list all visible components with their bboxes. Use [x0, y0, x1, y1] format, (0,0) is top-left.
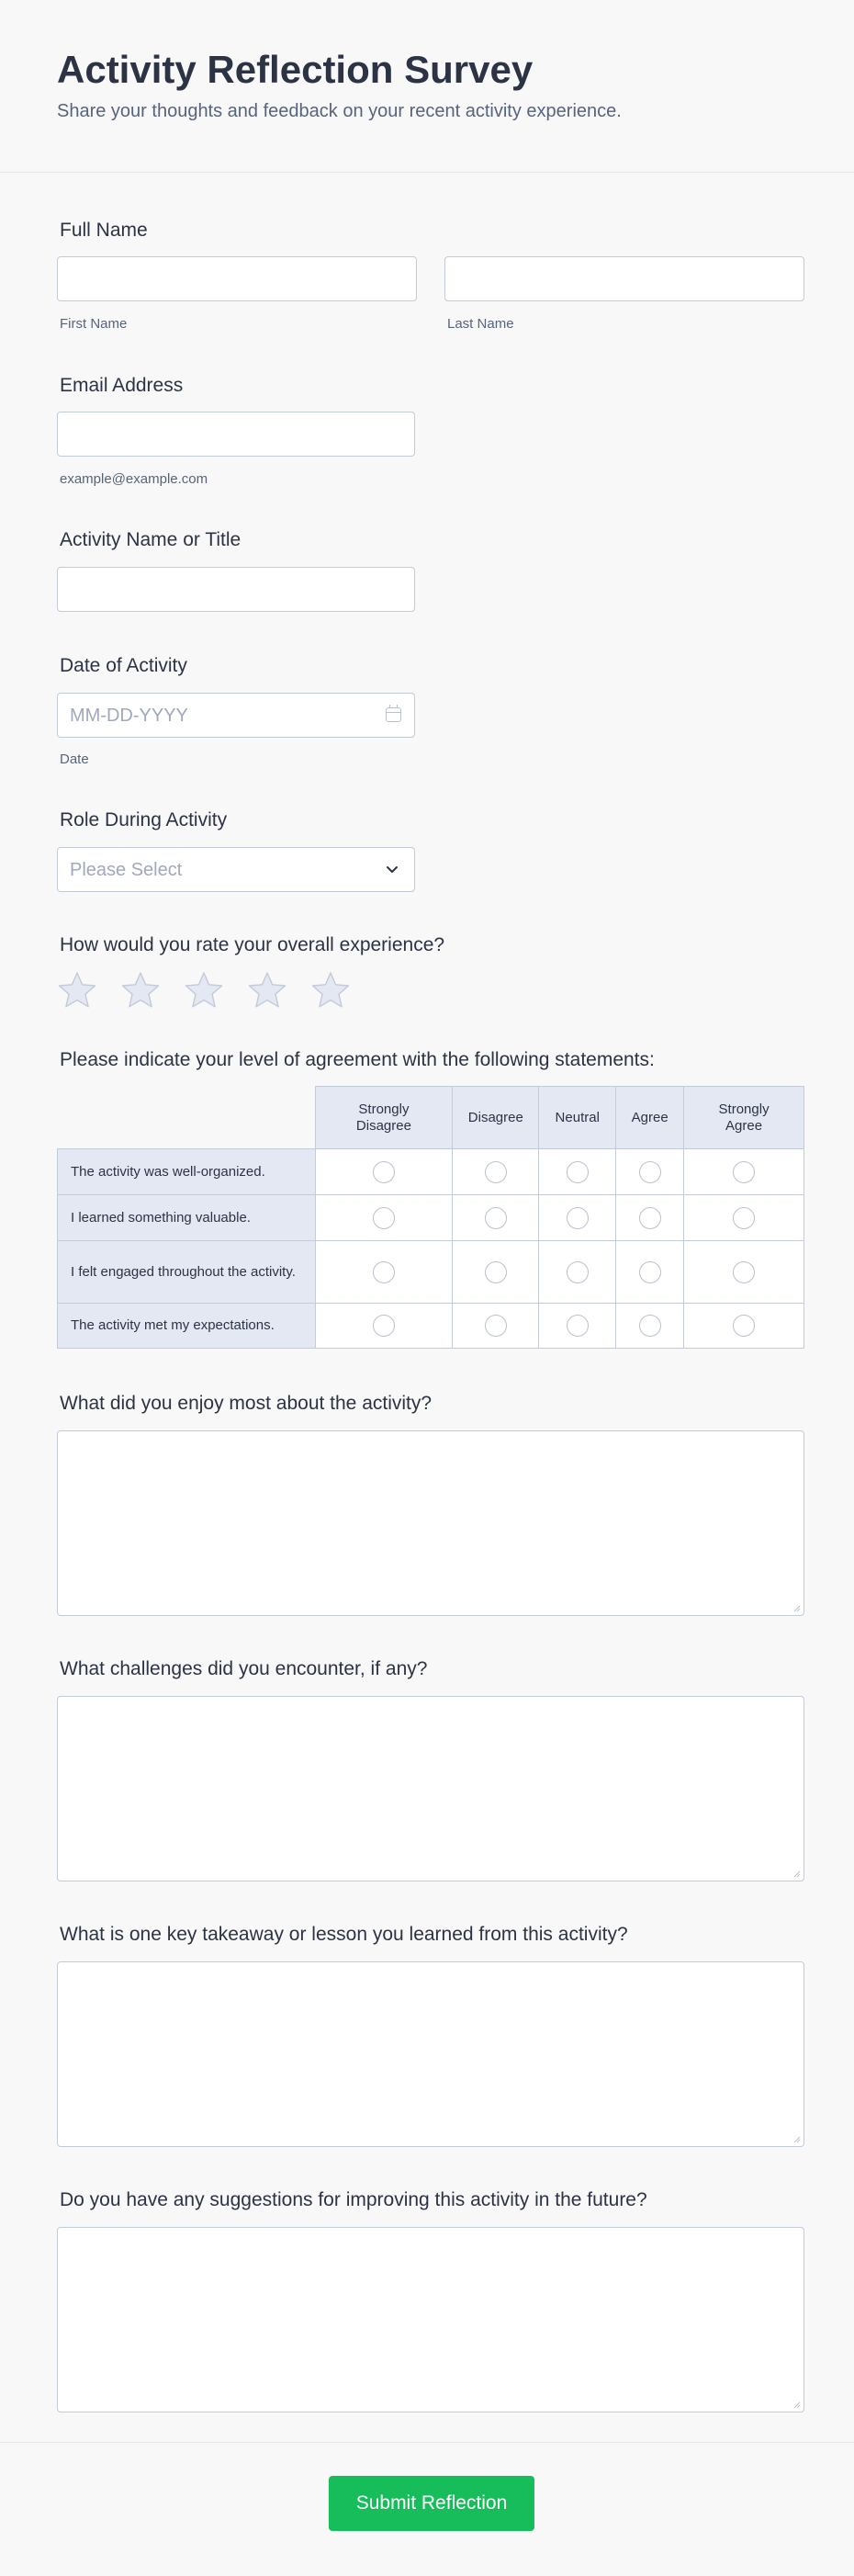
- radio-button[interactable]: [485, 1261, 507, 1283]
- takeaway-label: What is one key takeaway or lesson you learned from this activity?: [60, 1924, 628, 1945]
- matrix-cell: [616, 1241, 684, 1304]
- radio-button[interactable]: [373, 1261, 395, 1283]
- activity-name-input[interactable]: [57, 567, 415, 612]
- matrix-row: [58, 1241, 804, 1304]
- page-title: Activity Reflection Survey: [57, 48, 534, 91]
- radio-button[interactable]: [485, 1161, 507, 1183]
- matrix-cell: [539, 1149, 616, 1195]
- matrix-row: [58, 1304, 804, 1349]
- matrix-row-label: I learned something valuable.: [58, 1195, 316, 1241]
- chevron-down-icon: [383, 860, 401, 878]
- radio-button[interactable]: [485, 1315, 507, 1337]
- page-subtitle: Share your thoughts and feedback on your recent activity experience.: [57, 101, 622, 121]
- resize-grip-icon[interactable]: [792, 1603, 801, 1612]
- matrix-cell: [616, 1304, 684, 1349]
- radio-button[interactable]: [733, 1261, 755, 1283]
- radio-button[interactable]: [485, 1207, 507, 1229]
- radio-button[interactable]: [639, 1161, 661, 1183]
- star-icon[interactable]: [247, 970, 287, 1011]
- date-placeholder: MM-DD-YYYY: [70, 706, 188, 726]
- resize-grip-icon[interactable]: [792, 2400, 801, 2409]
- radio-button[interactable]: [567, 1315, 589, 1337]
- last-name-sublabel: Last Name: [447, 316, 514, 332]
- radio-button[interactable]: [639, 1261, 661, 1283]
- matrix-cell: [684, 1241, 804, 1304]
- matrix-corner: [58, 1087, 316, 1149]
- matrix-cell: [453, 1304, 539, 1349]
- first-name-sublabel: First Name: [60, 316, 128, 332]
- matrix-cell: [315, 1241, 453, 1304]
- matrix-column-header: Disagree: [453, 1087, 539, 1149]
- matrix-cell: [539, 1195, 616, 1241]
- matrix-cell: [539, 1241, 616, 1304]
- matrix-cell: [315, 1149, 453, 1195]
- suggestions-textarea[interactable]: [57, 2227, 804, 2412]
- submit-button[interactable]: Submit Reflection: [329, 2476, 534, 2531]
- first-name-input[interactable]: [57, 256, 417, 301]
- matrix-cell: [315, 1304, 453, 1349]
- star-rating: [57, 970, 369, 1011]
- full-name-label: Full Name: [60, 220, 148, 241]
- radio-button[interactable]: [733, 1315, 755, 1337]
- suggestions-label: Do you have any suggestions for improving this activity in the future?: [60, 2189, 647, 2210]
- matrix-row: [58, 1149, 804, 1195]
- matrix-column-header: Strongly Agree: [684, 1087, 804, 1149]
- agreement-label: Please indicate your level of agreement with the following statements:: [60, 1049, 655, 1070]
- matrix-row: [58, 1195, 804, 1241]
- matrix-cell: [453, 1149, 539, 1195]
- email-input[interactable]: [57, 412, 415, 457]
- matrix-header-row: [58, 1087, 804, 1149]
- date-label: Date of Activity: [60, 655, 187, 676]
- role-select[interactable]: [57, 847, 415, 892]
- last-name-input[interactable]: [444, 256, 804, 301]
- agreement-matrix: [57, 1086, 804, 1349]
- matrix-column-header: Strongly Disagree: [315, 1087, 453, 1149]
- rating-label: How would you rate your overall experience?: [60, 934, 445, 955]
- form-header: [0, 0, 854, 173]
- radio-button[interactable]: [373, 1315, 395, 1337]
- matrix-cell: [684, 1195, 804, 1241]
- calendar-icon[interactable]: [386, 707, 401, 722]
- radio-button[interactable]: [733, 1207, 755, 1229]
- radio-button[interactable]: [733, 1161, 755, 1183]
- radio-button[interactable]: [567, 1207, 589, 1229]
- radio-button[interactable]: [373, 1161, 395, 1183]
- matrix-column-header: Agree: [616, 1087, 684, 1149]
- enjoy-label: What did you enjoy most about the activity?: [60, 1393, 433, 1414]
- matrix-cell: [453, 1241, 539, 1304]
- matrix-row-label: The activity was well-organized.: [58, 1149, 316, 1195]
- matrix-row-label: The activity met my expectations.: [58, 1304, 316, 1349]
- matrix-cell: [616, 1149, 684, 1195]
- radio-button[interactable]: [567, 1261, 589, 1283]
- matrix-column-header: Neutral: [539, 1087, 616, 1149]
- email-label: Email Address: [60, 375, 184, 396]
- matrix-row-label: I felt engaged throughout the activity.: [58, 1241, 316, 1304]
- radio-button[interactable]: [373, 1207, 395, 1229]
- matrix-cell: [684, 1149, 804, 1195]
- resize-grip-icon[interactable]: [792, 1869, 801, 1878]
- star-icon[interactable]: [120, 970, 161, 1011]
- resize-grip-icon[interactable]: [792, 2134, 801, 2143]
- challenges-textarea[interactable]: [57, 1696, 804, 1881]
- role-label: Role During Activity: [60, 809, 228, 830]
- enjoy-textarea[interactable]: [57, 1430, 804, 1616]
- star-icon[interactable]: [57, 970, 97, 1011]
- matrix-cell: [539, 1304, 616, 1349]
- matrix-cell: [616, 1195, 684, 1241]
- radio-button[interactable]: [639, 1207, 661, 1229]
- matrix-cell: [315, 1195, 453, 1241]
- form-footer: [0, 2442, 854, 2576]
- radio-button[interactable]: [567, 1161, 589, 1183]
- star-icon[interactable]: [184, 970, 224, 1011]
- matrix-cell: [684, 1304, 804, 1349]
- date-input[interactable]: [57, 693, 415, 738]
- email-sublabel: example@example.com: [60, 471, 208, 487]
- takeaway-textarea[interactable]: [57, 1961, 804, 2147]
- activity-name-label: Activity Name or Title: [60, 529, 242, 550]
- matrix-cell: [453, 1195, 539, 1241]
- radio-button[interactable]: [639, 1315, 661, 1337]
- date-sublabel: Date: [60, 751, 89, 767]
- role-select-value: Please Select: [70, 860, 183, 880]
- star-icon[interactable]: [310, 970, 351, 1011]
- challenges-label: What challenges did you encounter, if any?: [60, 1658, 428, 1679]
